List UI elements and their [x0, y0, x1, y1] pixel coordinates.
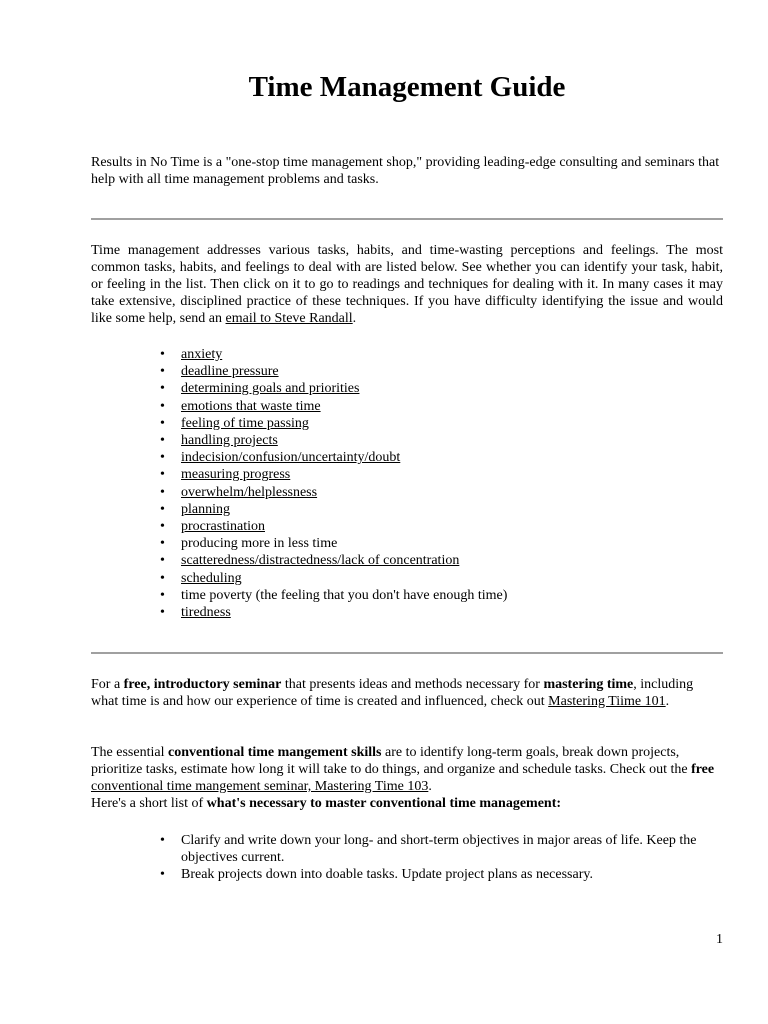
issue-link[interactable]: deadline pressure [181, 364, 279, 380]
list-item [160, 466, 507, 483]
issue-text: time poverty (the feeling that you don't have enough time) [181, 587, 508, 603]
body-paragraph: Time management addresses various tasks, habits, and time-wasting perceptions and feelings. The most common tasks, habits, and feelings to deal with are listed below. See whether you can identify your task, habit, or feeling in the list. Then click on it to go to readings and techniques for dealing with it. In many cases it may take extensive, disciplined practice of these techniques. If you have difficulty identifying the issue and would like some help, send an email to Steve Randall. [91, 243, 723, 326]
list-item [160, 518, 507, 535]
page-title: Time Management Guide [248, 71, 566, 103]
list-item [160, 587, 507, 604]
list-item [160, 570, 507, 587]
body-text: Time management addresses various tasks, habits, and time-wasting perceptions and feelings. The most common tasks, habits, and feelings to deal with are listed below. See whether you can identify your task, habit, or feeling in the list. Then click on it to go to readings and techniques for dealing with it. In many cases it may take extensive, disciplined practice of these techniques. If you have difficulty identifying the issue and would like some help, send an [91, 243, 723, 326]
issue-link[interactable]: scatteredness/distractedness/lack of concentration [181, 553, 460, 569]
issue-link[interactable]: feeling of time passing [181, 415, 309, 431]
issues-list [160, 346, 507, 621]
issue-link[interactable]: determining goals and priorities [181, 381, 360, 397]
list-item [160, 535, 507, 552]
list-item [160, 346, 507, 363]
list-item [160, 604, 507, 621]
skills-paragraph: The essential conventional time mangement skills are to identify long-term goals, break down projects, prioritize tasks, estimate how long it will take to do things, and organize and schedule tasks. Check out the free conventional time mangement seminar, Mastering Time 103. Here's a short list of what's necessary to master conventional time management: [91, 745, 715, 811]
list-item [160, 363, 507, 380]
issue-text: producing more in less time [181, 536, 338, 552]
list-item [160, 552, 507, 569]
issue-link[interactable]: procrastination [181, 519, 265, 535]
list-item [160, 501, 507, 518]
list-item [160, 484, 507, 501]
divider [91, 218, 723, 220]
issue-link[interactable]: scheduling [181, 570, 242, 586]
issue-link[interactable]: emotions that waste time [181, 398, 321, 414]
email-link[interactable]: email to Steve Randall [225, 311, 353, 326]
list-item [160, 380, 507, 397]
issue-link[interactable]: tiredness [181, 605, 231, 621]
mastering-time-103-link[interactable]: conventional time mangement seminar, Mastering Time 103 [91, 779, 429, 794]
mastering-time-101-link[interactable]: Mastering Tiime 101 [548, 694, 666, 709]
issue-link[interactable]: anxiety [181, 347, 223, 362]
list-item: • Break projects down into doable tasks. Update project plans as necessary. [160, 866, 720, 883]
issue-link[interactable]: measuring progress [181, 467, 291, 483]
issue-link[interactable]: planning [181, 501, 230, 517]
list-item [160, 415, 507, 432]
steps-list [160, 832, 720, 883]
list-item [160, 449, 507, 466]
divider [91, 652, 723, 654]
list-item: • Clarify and write down your long- and short-term objectives in major areas of life. Keep the objectives current. [160, 832, 720, 866]
list-item [160, 432, 507, 449]
page-number: 1 [716, 932, 723, 947]
issue-link[interactable]: handling projects [181, 433, 278, 449]
issue-link[interactable]: overwhelm/helplessness [181, 484, 318, 500]
seminar-paragraph: For a free, introductory seminar that presents ideas and methods necessary for mastering time, including what time is and how our experience of time is created and influenced, check out Mastering Tiime 101. [91, 677, 694, 709]
list-item [160, 398, 507, 415]
issue-link[interactable]: indecision/confusion/uncertainty/doubt [181, 450, 401, 466]
intro-paragraph: Results in No Time is a "one-stop time management shop," providing leading-edge consulting and seminars that help with all time management problems and tasks. [91, 155, 720, 187]
